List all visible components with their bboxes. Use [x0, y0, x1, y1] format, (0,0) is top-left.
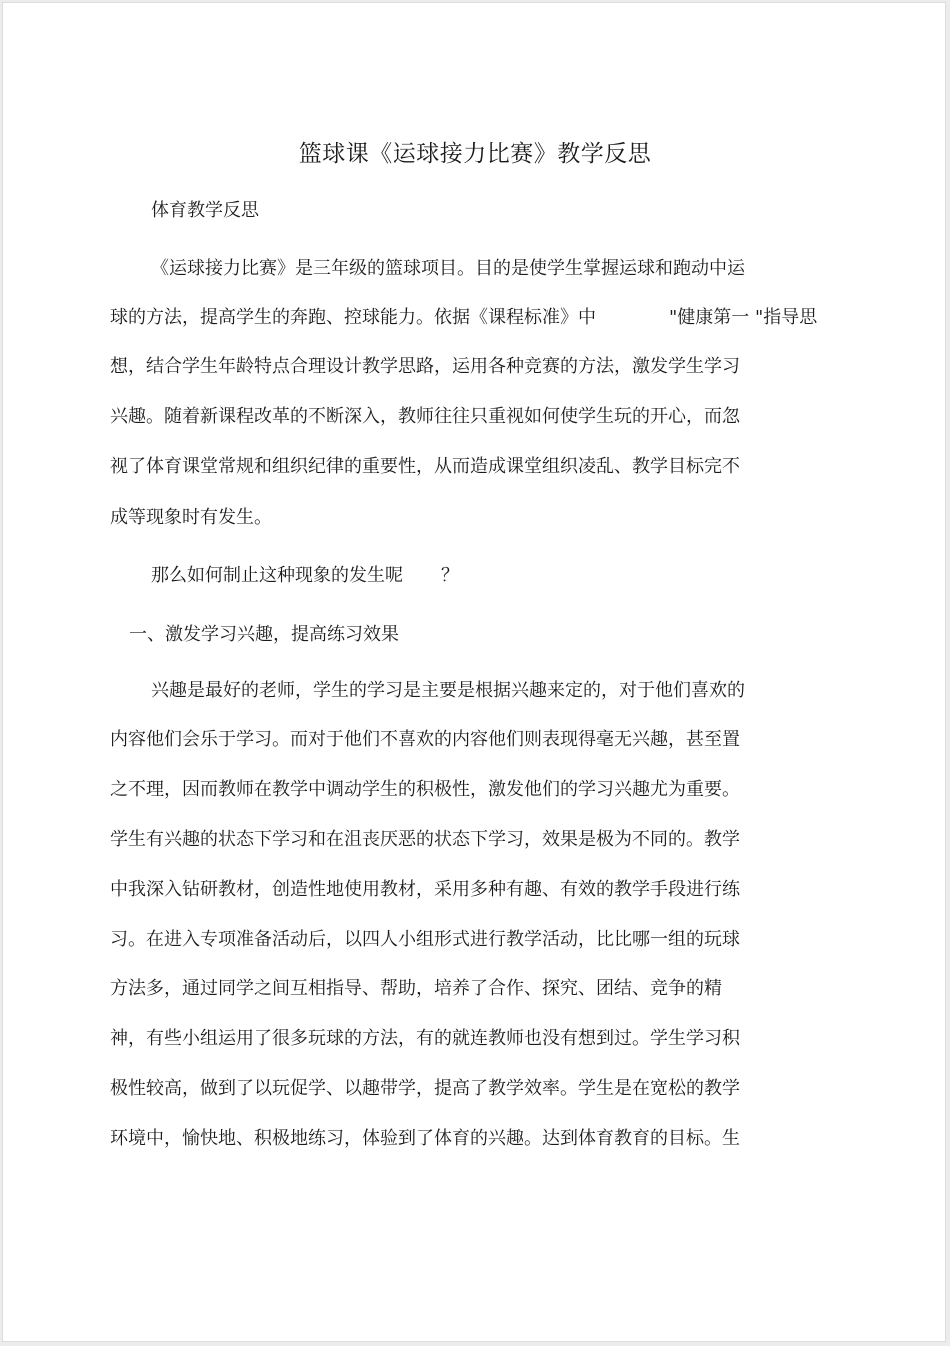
text-line: 成等现象时有发生。 — [110, 507, 272, 528]
text-line: "健康第一 "指导思 — [669, 307, 818, 328]
text-line: 方法多，通过同学之间互相指导、帮助，培养了合作、探究、团结、竞争的精 — [110, 978, 722, 999]
text-line: 《运球接力比赛》是三年级的篮球项目。目的是使学生掌握运球和跑动中运 — [151, 258, 745, 279]
section-heading: 一、激发学习兴趣，提高练习效果 — [129, 624, 399, 645]
text-line: 兴趣。随着新课程改革的不断深入，教师往往只重视如何使学生玩的开心，而忽 — [110, 406, 740, 427]
text-line: 之不理，因而教师在教学中调动学生的积极性，激发他们的学习兴趣尤为重要。 — [110, 779, 740, 800]
document-title: 篮球课《运球接力比赛》教学反思 — [298, 141, 652, 167]
text-line: 习。在进入专项准备活动后，以四人小组形式进行教学活动，比比哪一组的玩球 — [110, 929, 740, 950]
text-line: 环境中，愉快地、积极地练习，体验到了体育的兴趣。达到体育教育的目标。生 — [110, 1128, 740, 1149]
text-line: 内容他们会乐于学习。而对于他们不喜欢的内容他们则表现得毫无兴趣，甚至置 — [110, 729, 740, 750]
text-line: 体育教学反思 — [151, 200, 259, 221]
text-line: 视了体育课堂常规和组织纪律的重要性，从而造成课堂组织凌乱、教学目标完不 — [110, 456, 740, 477]
text-line: 兴趣是最好的老师，学生的学习是主要是根据兴趣来定的，对于他们喜欢的 — [151, 680, 745, 701]
text-line: 球的方法，提高学生的奔跑、控球能力。依据《课程标准》中 — [110, 307, 596, 328]
text-line: 极性较高，做到了以玩促学、以趣带学，提高了教学效率。学生是在宽松的教学 — [110, 1078, 740, 1099]
text-line: 那么如何制止这种现象的发生呢 — [151, 565, 403, 586]
text-line: 学生有兴趣的状态下学习和在沮丧厌恶的状态下学习，效果是极为不同的。教学 — [110, 829, 740, 850]
text-line: 中我深入钻研教材，创造性地使用教材，采用多种有趣、有效的教学手段进行练 — [110, 879, 740, 900]
document-page — [2, 2, 946, 1342]
text-line: ？ — [441, 565, 459, 586]
text-line: 想，结合学生年龄特点合理设计教学思路，运用各种竞赛的方法，激发学生学习 — [110, 356, 740, 377]
text-line: 神，有些小组运用了很多玩球的方法，有的就连教师也没有想到过。学生学习积 — [110, 1028, 740, 1049]
